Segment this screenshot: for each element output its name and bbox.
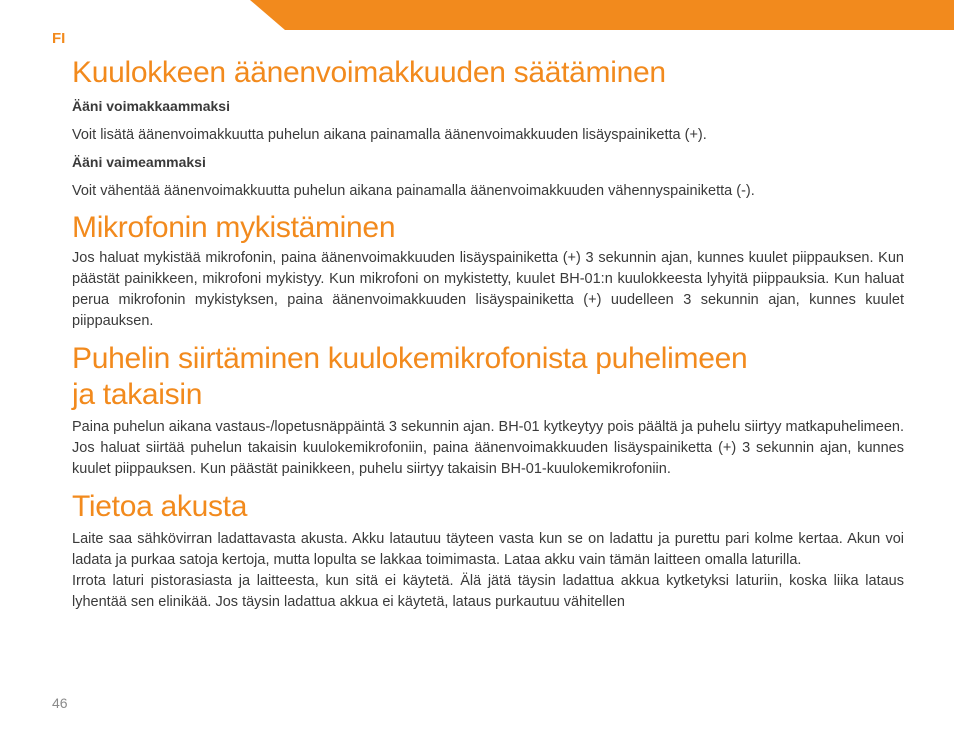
subheading-volume-down: Ääni vaimeammaksi [72,154,206,170]
section-title-mute: Mikrofonin mykistäminen [72,211,396,244]
section-title-transfer-line1: Puhelin siirtäminen kuulokemikrofonista puhelimeen [72,342,748,375]
page-content [72,54,904,613]
section-title-battery: Tietoa akusta [72,490,248,523]
section-title-transfer-line2: ja takaisin [72,378,203,411]
section-title-transfer [72,341,904,413]
subheading-volume-up: Ääni voimakkaammaksi [72,98,230,114]
page-number: 46 [52,695,68,711]
paragraph-transfer: Paina puhelun aikana vastaus-/lopetusnäppäintä 3 sekunnin ajan. BH-01 kytkeytyy pois päältä ja puhelu siirtyy matkapuhelimeen. Jos haluat siirtää puhelun takaisin kuulokemikrofoniin, paina äänenvoimakkuuden lisäyspainiketta (+) 3 sekunnin ajan, kunnes kuulet piippauksen. Kun päästät painikkeen, puhelu siirtyy takaisin BH-01-kuulokemikrofoniin. [72,419,904,477]
language-tag: FI [52,30,66,47]
paragraph-volume-down: Voit vähentää äänenvoimakkuutta puhelun aikana painamalla äänenvoimakkuuden vähennyspainiketta (-). [72,183,755,199]
section-title-volume: Kuulokkeen äänenvoimakkuuden säätäminen [72,56,666,89]
paragraph-mute: Jos haluat mykistää mikrofonin, paina äänenvoimakkuuden lisäyspainiketta (+) 3 sekunnin ajan, kunnes kuulet piippauksen. Kun päästät painikkeen, mikrofoni mykistyy. Kun mikrofoni on mykistetty, kuulet BH-01:n kuulokkeesta lyhyitä piippauksia. Kun haluat perua mikrofonin mykistyksen, paina äänenvoimakkuuden lisäyspainiketta (+) uudelleen 3 sekunnin ajan, kunnes kuulet piippauksen. [72,250,904,329]
header-accent-band [250,0,954,30]
paragraph-battery-1: Laite saa sähkövirran ladattavasta akusta. Akku latautuu täyteen vasta kun se on ladattu ja purettu pari kolme kertaa. Akun voi ladata ja purkaa satoja kertoja, mutta lopulta se lakkaa toimimasta. Lataa akku vain tämän laitteen omalla laturilla. [72,531,904,568]
paragraph-battery-2: Irrota laturi pistorasiasta ja laitteesta, kun sitä ei käytetä. Älä jätä täysin ladattua akkua kytketyksi laturiin, koska liika lataus lyhentää sen elinikää. Jos täysin ladattua akkua ei käytetä, lataus purkautuu vähitellen [72,573,904,610]
paragraph-volume-up: Voit lisätä äänenvoimakkuutta puhelun aikana painamalla äänenvoimakkuuden lisäyspainiketta (+). [72,127,707,143]
